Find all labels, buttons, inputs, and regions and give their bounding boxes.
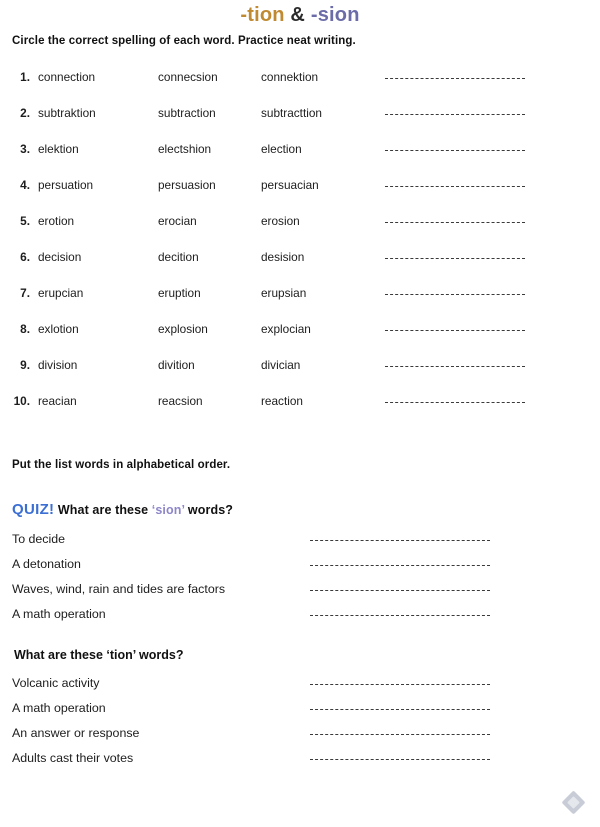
quiz-sion-clue-list <box>0 526 600 626</box>
list-item <box>12 720 600 745</box>
list-item <box>12 695 600 720</box>
spelling-option-1[interactable]: reacian <box>38 394 77 408</box>
spelling-option-2[interactable]: decition <box>158 250 199 264</box>
clue-text: Adults cast their votes <box>12 750 134 765</box>
spelling-option-1[interactable]: decision <box>38 250 82 264</box>
table-row <box>0 203 600 239</box>
spelling-option-1[interactable]: elektion <box>38 142 79 156</box>
spelling-option-3[interactable]: erupsian <box>261 286 307 300</box>
clue-text: An answer or response <box>12 725 140 740</box>
spelling-option-1[interactable]: erupcian <box>38 286 84 300</box>
word-list <box>0 59 600 419</box>
writing-line[interactable] <box>385 185 525 187</box>
quiz-heading-sion <box>12 501 600 518</box>
spelling-option-1[interactable]: erotion <box>38 214 75 228</box>
spelling-option-3[interactable]: erosion <box>261 214 300 228</box>
row-number: 2. <box>20 106 30 120</box>
clue-text: To decide <box>12 531 66 546</box>
clue-text: Volcanic activity <box>12 675 100 690</box>
table-row <box>0 95 600 131</box>
writing-line[interactable] <box>385 257 525 259</box>
writing-line[interactable] <box>385 401 525 403</box>
writing-line[interactable] <box>385 113 525 115</box>
clue-text: Waves, wind, rain and tides are factors <box>12 581 226 596</box>
spelling-option-2[interactable]: reacsion <box>158 394 203 408</box>
spelling-option-2[interactable]: explosion <box>158 322 208 336</box>
table-row <box>0 59 600 95</box>
spelling-option-1[interactable]: connection <box>38 70 96 84</box>
row-number: 3. <box>20 142 30 156</box>
table-row <box>0 275 600 311</box>
spelling-option-3[interactable]: subtracttion <box>261 106 322 120</box>
title-ampersand: & <box>284 4 311 26</box>
row-number: 6. <box>20 250 30 264</box>
table-row <box>0 383 600 419</box>
spelling-option-3[interactable]: reaction <box>261 394 303 408</box>
writing-line[interactable] <box>385 221 525 223</box>
list-item <box>12 551 600 576</box>
spelling-option-2[interactable]: subtraction <box>158 106 216 120</box>
quiz-tion-pre: What are these <box>14 648 107 662</box>
page-title <box>0 0 600 26</box>
writing-line[interactable] <box>385 149 525 151</box>
table-row <box>0 347 600 383</box>
list-item <box>12 526 600 551</box>
quiz-sion-pre: What are these <box>54 503 152 517</box>
instruction-alphabetical-order: Put the list words in alphabetical order. <box>12 459 231 471</box>
table-row <box>0 131 600 167</box>
list-item <box>12 576 600 601</box>
answer-line[interactable] <box>310 614 490 616</box>
clue-text: A math operation <box>12 700 106 715</box>
row-number: 1. <box>20 70 30 84</box>
answer-line[interactable] <box>310 683 490 685</box>
spelling-option-3[interactable]: election <box>261 142 302 156</box>
quiz-tion-clue-list <box>0 670 600 770</box>
spelling-option-2[interactable]: divition <box>158 358 195 372</box>
writing-line[interactable] <box>385 293 525 295</box>
answer-line[interactable] <box>310 708 490 710</box>
list-item <box>12 601 600 626</box>
quiz-tion-post: words? <box>135 648 184 662</box>
spelling-option-2[interactable]: persuasion <box>158 178 216 192</box>
instruction-circle-spelling: Circle the correct spelling of each word. Practice neat writing. <box>12 35 356 47</box>
row-number: 4. <box>20 178 30 192</box>
spelling-option-2[interactable]: eruption <box>158 286 201 300</box>
spelling-option-3[interactable]: desision <box>261 250 305 264</box>
spelling-option-2[interactable]: electshion <box>158 142 212 156</box>
answer-line[interactable] <box>310 733 490 735</box>
writing-line[interactable] <box>385 365 525 367</box>
quiz-sion-post: words? <box>184 503 233 517</box>
spelling-option-1[interactable]: subtraktion <box>38 106 96 120</box>
table-row <box>0 239 600 275</box>
spelling-option-1[interactable]: persuation <box>38 178 94 192</box>
list-item <box>12 670 600 695</box>
title-tion: -tion <box>240 4 285 26</box>
answer-line[interactable] <box>310 589 490 591</box>
spelling-option-3[interactable]: connektion <box>261 70 319 84</box>
table-row <box>0 311 600 347</box>
clue-text: A math operation <box>12 606 106 621</box>
spelling-option-1[interactable]: exlotion <box>38 322 79 336</box>
answer-line[interactable] <box>310 564 490 566</box>
spelling-option-3[interactable]: persuacian <box>261 178 319 192</box>
row-number: 7. <box>20 286 30 300</box>
row-number: 8. <box>20 322 30 336</box>
row-number: 9. <box>20 358 30 372</box>
writing-line[interactable] <box>385 77 525 79</box>
quiz-sion-word: ‘sion’ <box>151 503 185 517</box>
spelling-option-3[interactable]: divician <box>261 358 301 372</box>
answer-line[interactable] <box>310 758 490 760</box>
writing-line[interactable] <box>385 329 525 331</box>
quiz-badge: QUIZ! <box>12 501 55 518</box>
title-sion: -sion <box>310 4 360 26</box>
clue-text: A detonation <box>12 556 81 571</box>
answer-line[interactable] <box>310 539 490 541</box>
row-number: 10. <box>13 394 30 408</box>
spelling-option-2[interactable]: erocian <box>158 214 197 228</box>
quiz-heading-tion <box>14 648 600 662</box>
list-item <box>12 745 600 770</box>
diamond-logo-icon <box>562 791 588 817</box>
row-number: 5. <box>20 214 30 228</box>
quiz-tion-word: ‘tion’ <box>106 648 136 662</box>
spelling-option-1[interactable]: division <box>38 358 78 372</box>
spelling-option-2[interactable]: connecsion <box>158 70 218 84</box>
table-row <box>0 167 600 203</box>
spelling-option-3[interactable]: explocian <box>261 322 311 336</box>
